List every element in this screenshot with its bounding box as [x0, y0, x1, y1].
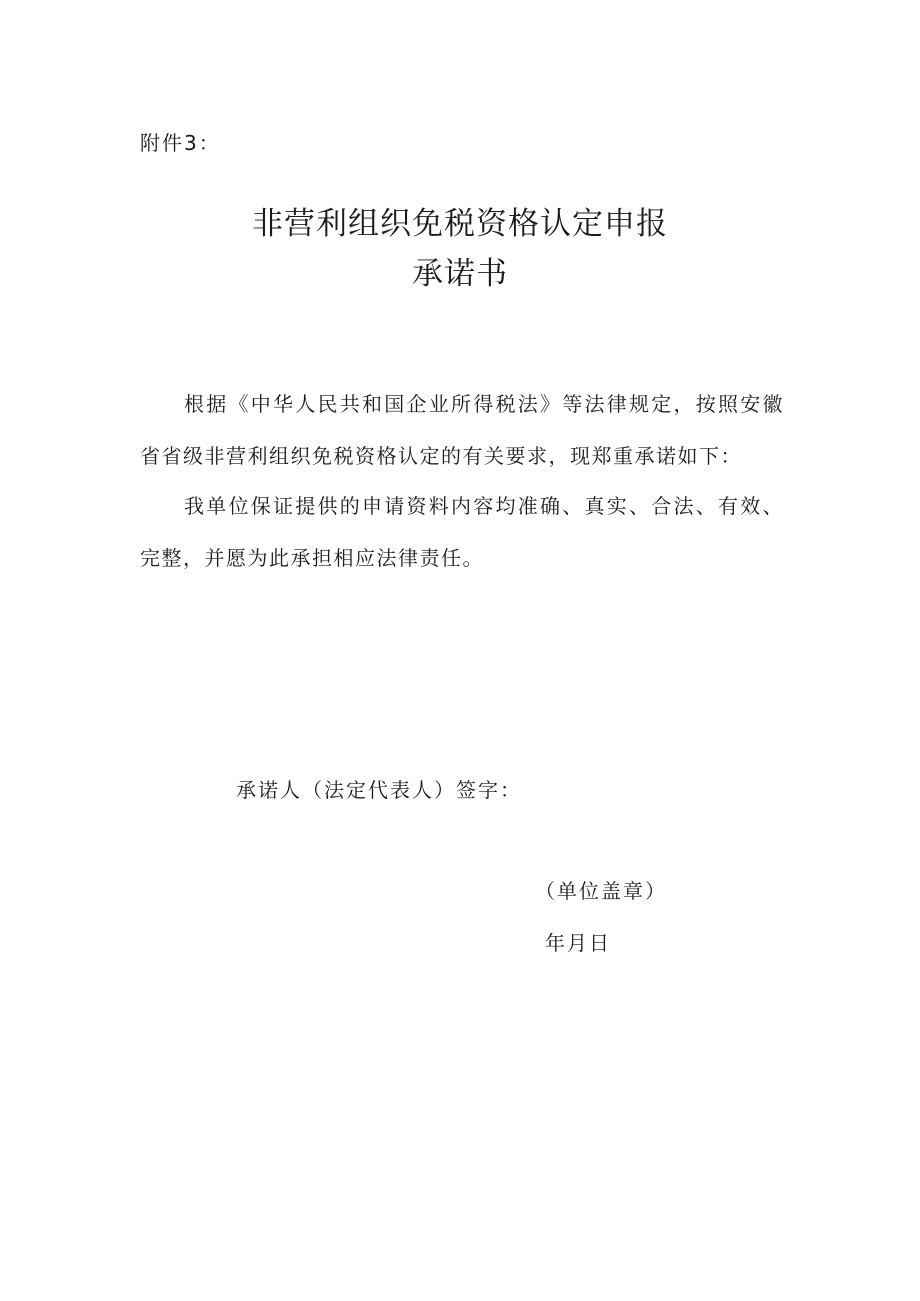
document-title-line-2: 承诺书	[412, 256, 508, 292]
document-title-line-1: 非营利组织免税资格认定申报	[252, 206, 668, 242]
signer-signature-label: 承诺人（法定代表人）签字：	[236, 778, 522, 802]
body-paragraph-2: 我单位保证提供的申请资料内容均准确、真实、合法、有效、完整，并愿为此承担相应法律责任。	[140, 494, 784, 570]
date-label: 年月日	[545, 931, 611, 955]
body-paragraph-1: 根据《中华人民共和国企业所得税法》等法律规定，按照安徽省省级非营利组织免税资格认定的有关要求，现郑重承诺如下：	[140, 392, 784, 468]
attachment-label: 附件3：	[140, 131, 221, 155]
unit-seal-note: （单位盖章）	[535, 879, 667, 903]
